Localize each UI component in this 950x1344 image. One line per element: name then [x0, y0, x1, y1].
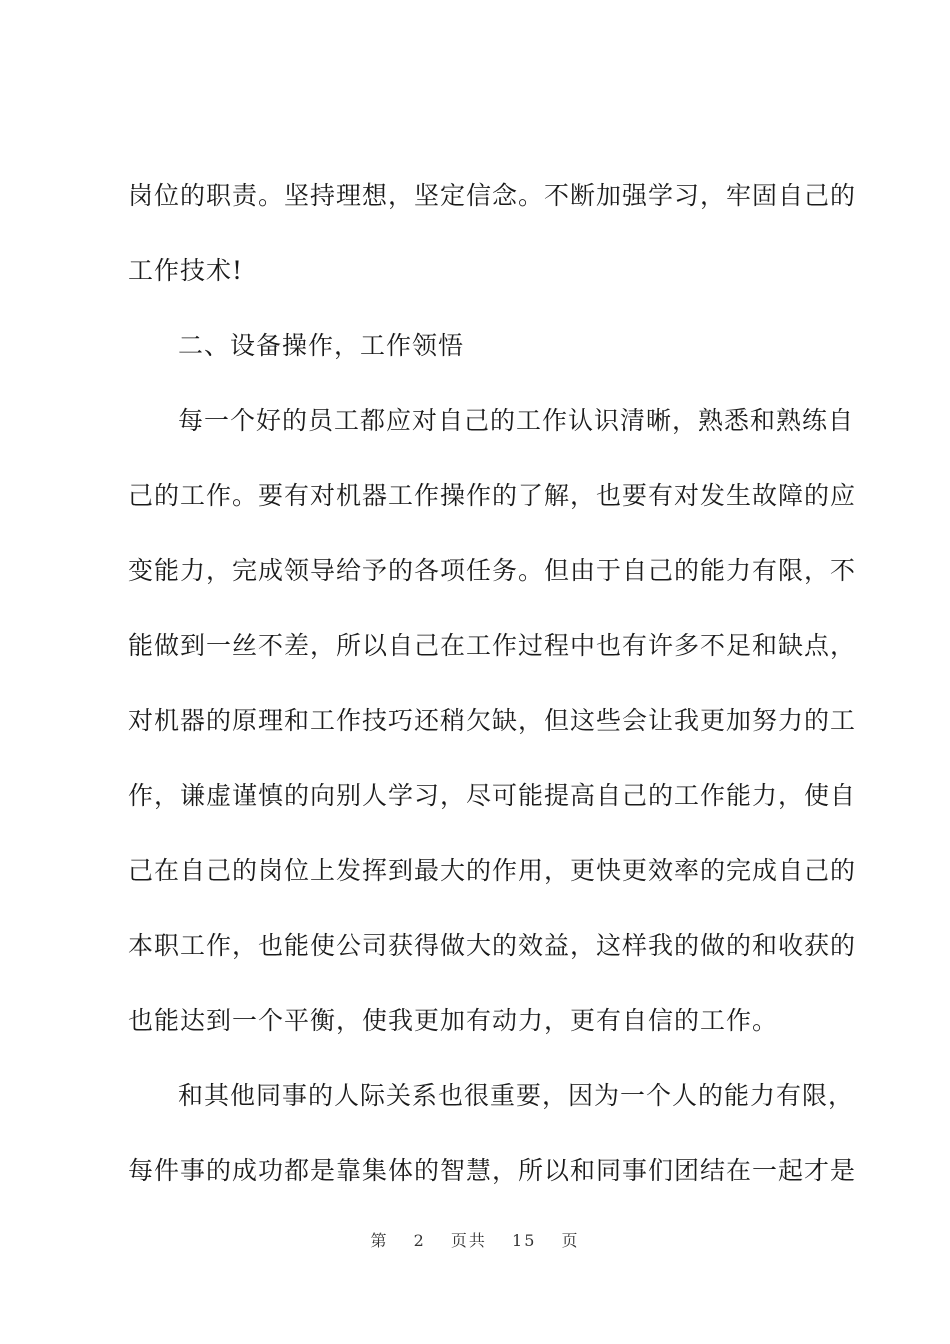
text-line: 本职工作，也能使公司获得做大的效益，这样我的做的和收获的 — [128, 931, 857, 960]
text-line: 己在自己的岗位上发挥到最大的作用，更快更效率的完成自己的 — [128, 856, 857, 885]
text-line: 工作技术! — [128, 256, 244, 285]
footer-total-pages: 15 — [512, 1231, 537, 1250]
text-line: 也能达到一个平衡，使我更加有动力，更有自信的工作。 — [128, 1006, 779, 1035]
footer-page-number: 2 — [413, 1231, 426, 1250]
text-line: 每件事的成功都是靠集体的智慧，所以和同事们团结在一起才是 — [128, 1156, 857, 1185]
text-line: 作，谦虚谨慎的向别人学习，尽可能提高自己的工作能力，使自 — [128, 781, 857, 810]
text-line: 和其他同事的人际关系也很重要，因为一个人的能力有限， — [178, 1081, 855, 1110]
text-line: 对机器的原理和工作技巧还稍欠缺，但这些会让我更加努力的工 — [128, 706, 857, 735]
page-footer — [0, 1228, 950, 1251]
footer-prefix: 第 — [370, 1231, 389, 1250]
text-line: 变能力，完成领导给予的各项任务。但由于自己的能力有限，不 — [128, 556, 857, 585]
text-line: 己的工作。要有对机器工作操作的了解，也要有对发生故障的应 — [128, 481, 857, 510]
footer-suffix: 页 — [561, 1231, 580, 1250]
text-line: 岗位的职责。坚持理想，坚定信念。不断加强学习，牢固自己的 — [128, 181, 857, 210]
footer-middle: 页共 — [450, 1231, 487, 1250]
text-line: 每一个好的员工都应对自己的工作认识清晰，熟悉和熟练自 — [178, 406, 855, 435]
text-line: 能做到一丝不差，所以自己在工作过程中也有许多不足和缺点， — [128, 631, 857, 660]
section-heading: 二、设备操作，工作领悟 — [178, 331, 465, 360]
